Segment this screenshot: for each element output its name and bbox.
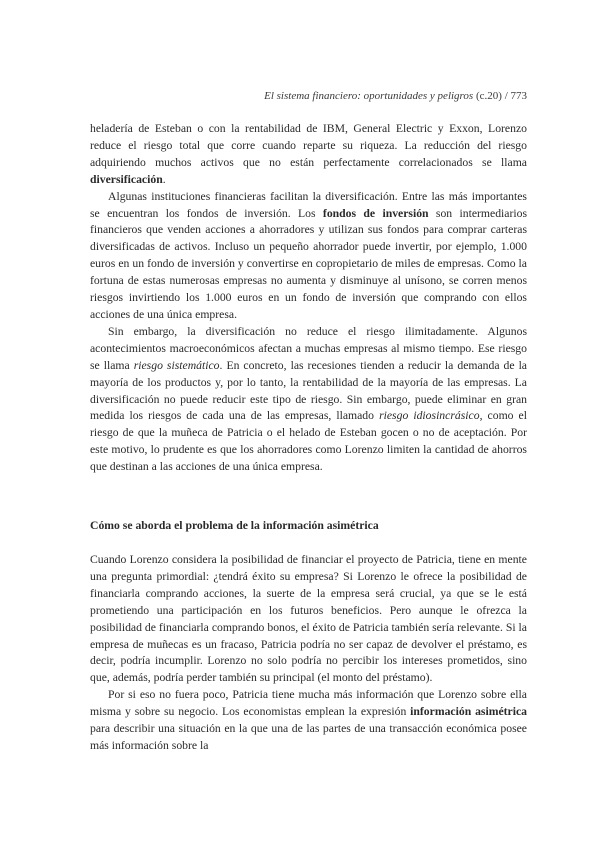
key-term: fondos de inversión — [322, 206, 429, 220]
italic-term: riesgo sistemático — [133, 358, 220, 372]
italic-term: riesgo idiosincrásico — [379, 409, 480, 423]
running-head — [264, 90, 527, 102]
section-asymmetric-information — [90, 552, 527, 755]
key-term: información asimétrica — [410, 705, 527, 719]
text-run: Algunas instituciones financieras facilitan la diversificación. Entre las más importantes se encuentran los fondos de inversión. Los — [90, 189, 527, 220]
paragraph — [90, 324, 527, 476]
text-run: son intermediarios financieros que venden acciones a ahorradores y utilizan sus fondos para comprar carteras diversificadas de activos. Incluso un pequeño ahorrador puede invertir, por ejemplo, 1.000 euros en un fondo de inversión y convertirse en copropietario de miles de empresas. Como la fortuna de estas numerosas empresas no aumenta y disminuye al unísono, se corren menos riesgos invirtiendo los 1.000 euros en un fondo de inversión que comprando con ellos acciones de una única empresa. — [90, 206, 528, 321]
text-run: Por si eso no fuera poco, Patricia tiene mucha más información que Lorenzo sobre ella misma y sobre su negocio. Los economistas emplean la expresión — [90, 688, 527, 719]
running-title: El sistema financiero: oportunidades y peligros — [264, 90, 474, 102]
running-head-separator: / — [504, 90, 508, 102]
paragraph: Cuando Lorenzo considera la posibilidad de financiar el proyecto de Patricia, tiene en mente una pregunta primordial: ¿tendrá éxito su empresa? Si Lorenzo le ofrece la posibilidad de financiarla comprando acciones, la suerte de la empresa será crucial, ya que se le está prometiendo una participación en los futuros beneficios. Pero aunque le ofrezca la posibilidad de financiarla comprando bonos, el éxito de Patricia también sería relevante. Si la empresa de muñecas es un fracaso, Patricia podría no ser capaz de devolver el préstamo, es decir, podría incumplir. Lorenzo no solo podría no percibir los intereses prometidos, sino que, además, podría perder también su principal (el monto del préstamo). — [90, 553, 527, 685]
paragraph — [90, 121, 527, 189]
text-run: para describir una situación en la que una de las partes de una transacción económica posee más información sobre la — [90, 722, 527, 752]
chapter-ref: (c.20) — [475, 90, 502, 102]
page-number: 773 — [510, 90, 527, 102]
text-run: heladería de Esteban o con la rentabilidad de IBM, General Electric y Exxon, Lorenzo reduce el riesgo total que corre cuando reparte su riqueza. La reducción del riesgo adquiriendo muchos activos que no están perfectamente correlacionados se llama — [90, 122, 527, 169]
text-run: . En concreto, las recesiones tienden a reducir la demanda de la mayoría de los productos y, por lo tanto, la rentabilidad de la mayoría de las empresas. La diversificación no puede reducir este tipo de riesgo. Sin embargo, puede eliminar en gran medida los riesgos de cada una de las empresas, llamado — [90, 358, 527, 423]
text-run: , como el riesgo de que la muñeca de Patricia o el helado de Esteban gocen o no de aceptación. Por este motivo, lo prudente es que los ahorradores como Lorenzo limiten la cantidad de ahorros que destinan a las acciones de una única empresa. — [90, 409, 527, 474]
text-run: Sin embargo, la diversificación no reduce el riesgo ilimitadamente. Algunos acontecimientos macroeconómicos afectan a muchas empresas al mismo tiempo. Ese riesgo se llama — [90, 324, 527, 372]
paragraph — [90, 189, 527, 324]
text-run: . — [162, 172, 166, 186]
paragraph — [90, 687, 527, 755]
key-term: diversificación — [90, 172, 163, 186]
section-diversification — [90, 121, 527, 476]
section-heading: Cómo se aborda el problema de la información asimétrica — [90, 519, 379, 532]
